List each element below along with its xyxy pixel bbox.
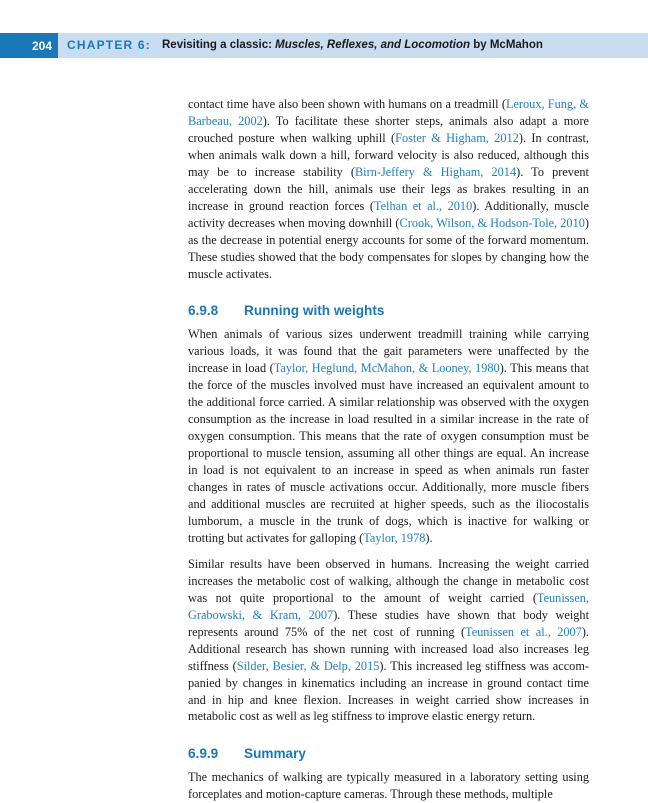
running-header [0,33,648,58]
body-text: Similar results have been observed in humans. Increasing the weight carried increases the metabolic cost of walking, although the change in metabolic cost was not quite proportional to the amount of weight carried ( [188,556,589,605]
running-title [162,33,543,58]
body-text: ). To facilitate these shorter steps, animals also adapt a more crouched posture when walking uphill ( [188,113,589,145]
paragraph [188,556,589,726]
paragraph [188,326,589,546]
body-text: ). These studies have shown that body weight represents around 75% of the net cost of running ( [188,607,589,639]
body-text: ). This increased leg stiffness was accompanied by changes in kinematics including an increase in ground contact time and in hip and knee flexion. Increases in weight carried show increases in metabolic cost as well as leg stiffness to improve elastic energy return. [188,658,590,724]
section-heading-running-with-weights [188,302,589,320]
section-heading-summary [188,745,589,763]
citation-link[interactable]: Crook, Wilson, & Hodson-Tole, 2010 [399,215,585,230]
body-text: ). [425,530,433,545]
citation-link[interactable]: Silder, Besier, & Delp, 2015 [236,658,380,673]
body-text: ) as the decrease in potential energy accounts for some of the forward momentum. These studies showed that the body compensates for slopes by changing how the muscle activates. [188,215,589,281]
citation-link[interactable]: Leroux, Fung, & Barbeau, 2002 [188,97,589,128]
chapter-label: CHAPTER 6: [67,38,152,52]
citation-link[interactable]: Telhan et al., 2010 [373,198,473,213]
book-title: Muscles, Reflexes, and Locomotion [275,39,471,51]
citation-link[interactable]: Teunissen et al., 2007 [465,624,582,639]
body-text: contact time have also been shown with humans on a treadmill ( [188,97,506,111]
paragraph [188,96,589,282]
section-number: 6.9.8 [188,303,219,319]
page-number: 204 [0,33,58,58]
running-title-suffix: by McMahon [470,39,543,51]
paragraph [188,769,589,803]
body-text: ). Additional research has shown running with increased load also increases leg stiffness ( [188,624,589,673]
citation-link[interactable]: Foster & Higham, 2012 [395,130,519,145]
body-text: ). This means that the force of the muscles involved must have increased an equivalent amount to the additional force carried. A similar relationship was observed with the oxygen consumption as the increase in load resulted in a similar increase in the rate of oxygen consumption. This means that the rate of oxygen consumption must be proportional to muscle tension, assuming all other things are equal. An increase in load is not equivalent to an increase in speed as when animals run faster changes in rates of muscle activations occur. Additionally, more muscle fibers and additional muscles are recruited at higher speeds, such as the iliocostalis lumborum, a muscle in the trunk of dogs, which is inactive for walking or trotting but activates for galloping ( [188,361,589,545]
citation-link[interactable]: Birn-Jeffery & Higham, 2014 [354,164,517,179]
body-text: ). Additionally, muscle activity decreases when moving downhill ( [188,198,589,230]
section-title: Running with weights [244,303,385,319]
body-text: ). In contrast, when animals walk down a hill, forward velocity is also reduced, although this may be to increase stability ( [188,130,589,179]
running-title-prefix: Revisiting a classic: [162,39,276,51]
section-number: 6.9.9 [188,746,219,762]
section-title: Summary [244,746,306,762]
citation-link[interactable]: Taylor, Heglund, McMahon, & Looney, 1980 [273,361,500,376]
citation-link[interactable]: Teunissen, Grabowski, & Kram, 2007 [188,590,589,622]
page-body [188,96,589,803]
body-text: When animals of various sizes underwent treadmill training while carrying various loads, it was found that the gait parameters were unaffected by the increase in load ( [188,327,589,376]
body-text: The mechanics of walking are typically measured in a laboratory setting using forceplates and motion-capture cameras. Through these methods, multiple [188,770,589,802]
body-text: ). To prevent accelerating down the hill, animals use their legs as brakes resulting in an increase in ground reaction forces ( [188,164,589,213]
citation-link[interactable]: Taylor, 1978 [363,530,426,545]
